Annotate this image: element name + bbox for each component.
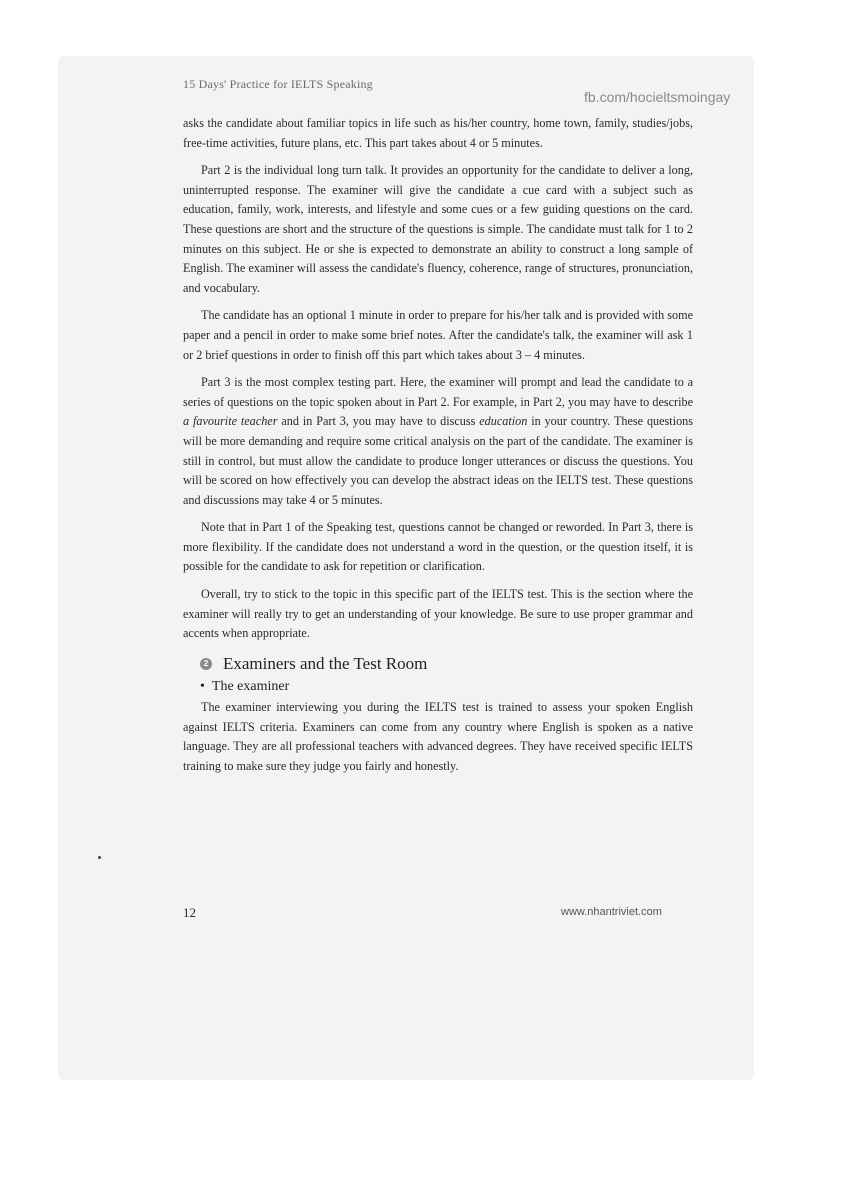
- scan-speck: [98, 856, 101, 859]
- sub-heading-title: The examiner: [211, 679, 290, 695]
- paragraph-part3-text-c: in your country. These questions will be more demanding and require some critical analysis on the part of the candidate. The examiner is still in control, but must allow the candidate to produce longer utterances or discuss the questions. You will be scored on how effectively you can develop the abstract ideas on the IELTS test. These questions and discussions may take 4 or 5 minutes.: [183, 414, 694, 507]
- running-head: 15 Days' Practice for IELTS Speaking: [183, 77, 373, 91]
- section-title: Examiners and the Test Room: [223, 653, 428, 673]
- paragraph-overall: Overall, try to stick to the topic in this specific part of the IELTS test. This is the section where the examiner will really try to get an understanding of your knowledge. Be sure to use proper grammar and accents when appropriate.: [183, 587, 693, 641]
- page-number: 12: [183, 905, 196, 920]
- footer-url[interactable]: www.nhantriviet.com: [561, 906, 662, 918]
- bullet-icon: •: [200, 679, 205, 695]
- paragraph-part2: Part 2 is the individual long turn talk. It provides an opportunity for the candidate to deliver a long, uninterrupted response. The examiner will give the candidate a cue card with a subject such as education, family, work, interests, and lifestyle and some cues or a few guiding questions on the card. These questions are short and the structure of the questions is simple. The candidate must talk for 1 to 2 minutes on this subject. He or she is expected to demonstrate an ability to construct a long sample of English. The examiner will assess the candidate's fluency, coherence, range of structures, pronunciation, and vocabulary.: [183, 163, 693, 295]
- sub-heading: [200, 677, 693, 697]
- italic-example-education: education: [479, 414, 528, 429]
- body-text: [183, 114, 693, 784]
- section-number-badge: 2: [200, 658, 212, 670]
- paragraph-note: Note that in Part 1 of the Speaking test, questions cannot be changed or reworded. In Part 3, there is more flexibility. If the candidate does not understand a word in the question, or the question itself, it is possible for the candidate to ask for repetition or clarification.: [183, 520, 693, 574]
- paragraph-part3: [183, 373, 693, 510]
- paragraph-examiner: The examiner interviewing you during the IELTS test is trained to assess your spoken English against IELTS criteria. Examiners can come from any country where English is spoken as a native language. They are all professional teachers with advanced degrees. They have received specific IELTS training to make sure they judge you fairly and honestly.: [183, 700, 693, 773]
- watermark-link[interactable]: fb.com/hocieltsmoingay: [584, 89, 731, 105]
- section-heading: [200, 654, 693, 674]
- paragraph-part3-text-a: Part 3 is the most complex testing part. Here, the examiner will prompt and lead the candidate to a series of questions on the topic spoken about in Part 2. For example, in Part 2, you may have to describe: [183, 375, 693, 409]
- paragraph-part2-prep: The candidate has an optional 1 minute in order to prepare for his/her talk and is provided with some paper and a pencil in order to make some brief notes. After the candidate's talk, the examiner will ask 1 or 2 brief questions in order to finish off this part which takes about 3 – 4 minutes.: [183, 308, 693, 362]
- italic-example-teacher: a favourite teacher: [183, 414, 278, 429]
- paragraph-part1-continued: asks the candidate about familiar topics in life such as his/her country, home town, family, studies/jobs, free-time activities, future plans, etc. This part takes about 4 or 5 minutes.: [183, 116, 693, 150]
- paragraph-part3-text-b: and in Part 3, you may have to discuss: [277, 414, 480, 429]
